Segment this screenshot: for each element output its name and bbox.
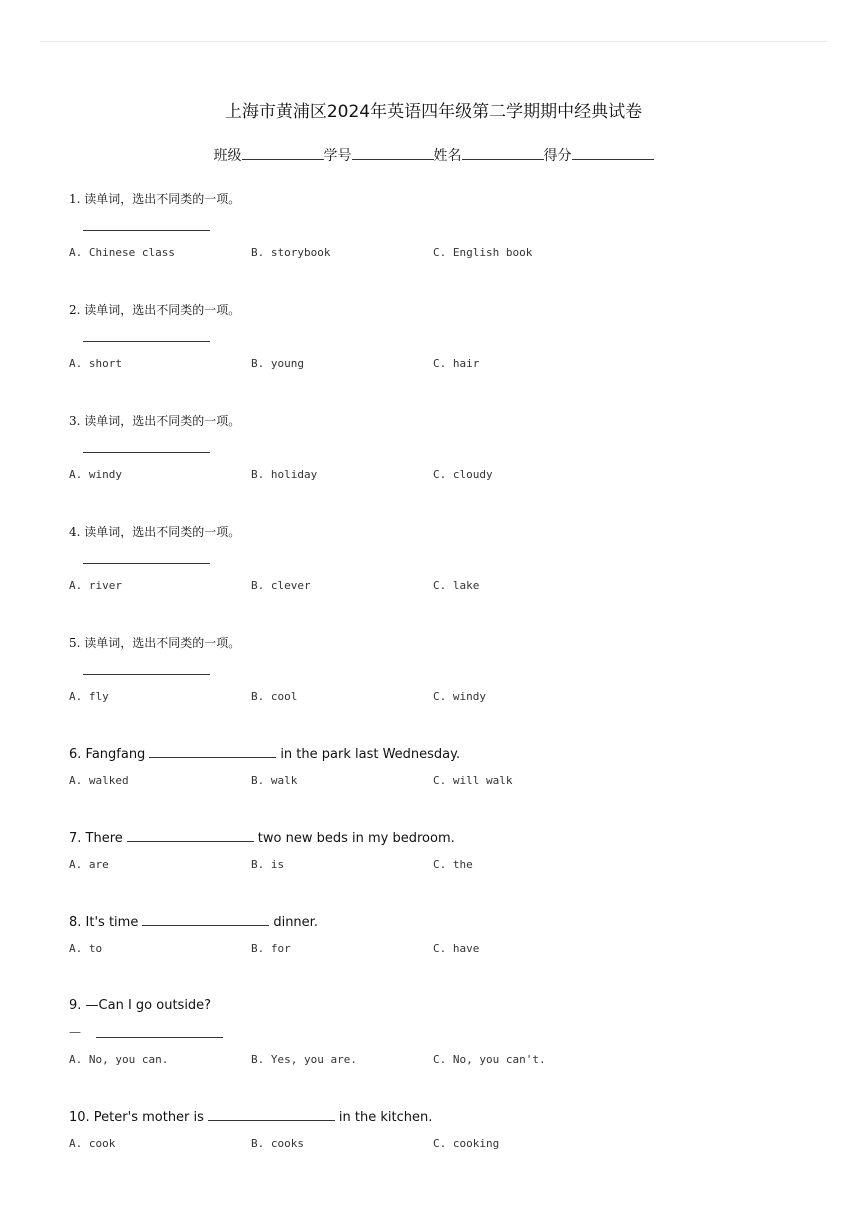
options [69, 246, 769, 262]
option-c[interactable]: C. will walk [433, 774, 513, 787]
option-a[interactable]: A. river [69, 579, 122, 592]
fill-blank[interactable] [149, 745, 276, 758]
stem-after: dinner. [273, 915, 318, 930]
answer-blank[interactable] [96, 1037, 223, 1038]
name-field[interactable] [462, 146, 544, 160]
page-title: 上海市黄浦区2024年英语四年级第二学期期中经典试卷 [224, 102, 643, 122]
question-stem [69, 829, 829, 848]
stem-before: 10. Peter's mother is [69, 1110, 204, 1125]
top-divider [40, 41, 827, 42]
option-b[interactable]: B. walk [251, 774, 298, 787]
options [69, 357, 769, 373]
option-c[interactable]: C. English book [433, 246, 533, 259]
option-a[interactable]: A. cook [69, 1137, 116, 1150]
option-b[interactable]: B. Yes, you are. [251, 1053, 357, 1066]
answer-blank[interactable] [83, 674, 210, 675]
option-c[interactable]: C. windy [433, 690, 486, 703]
option-b[interactable]: B. storybook [251, 246, 331, 259]
option-b[interactable]: B. young [251, 357, 304, 370]
stem-before: 8. It's time [69, 915, 139, 930]
question-stem [69, 745, 829, 764]
stem-after: two new beds in my bedroom. [257, 831, 455, 846]
question-10 [69, 1108, 829, 1150]
question-stem [69, 1108, 829, 1127]
option-c[interactable]: C. have [433, 942, 480, 955]
option-b[interactable]: B. cool [251, 690, 298, 703]
question-stem: 4. 读单词，选出不同类的一项。 [69, 525, 241, 539]
fill-blank[interactable] [127, 829, 254, 842]
options [69, 468, 769, 484]
option-a[interactable]: A. fly [69, 690, 109, 703]
option-a[interactable]: A. No, you can. [69, 1053, 169, 1066]
class-label: 班级 [213, 148, 242, 164]
number-field[interactable] [352, 146, 434, 160]
option-b[interactable]: B. for [251, 942, 291, 955]
question-stem: 3. 读单词，选出不同类的一项。 [69, 414, 241, 428]
option-a[interactable]: A. Chinese class [69, 246, 175, 259]
class-field[interactable] [242, 146, 324, 160]
question-stem: 9. —Can I go outside? [69, 998, 212, 1013]
question-stem [69, 913, 829, 932]
score-label: 得分 [543, 148, 572, 164]
option-a[interactable]: A. are [69, 858, 109, 871]
options [69, 858, 769, 874]
option-c[interactable]: C. the [433, 858, 473, 871]
option-a[interactable]: A. windy [69, 468, 122, 481]
question-8 [69, 913, 829, 955]
question-3 [69, 412, 829, 481]
question-2 [69, 301, 829, 370]
stem-before: 6. Fangfang [69, 747, 146, 762]
stem-before: 7. There [69, 831, 123, 846]
option-b[interactable]: B. cooks [251, 1137, 304, 1150]
stem-after: in the park last Wednesday. [280, 747, 461, 762]
number-label: 学号 [323, 148, 352, 164]
option-c[interactable]: C. No, you can't. [433, 1053, 546, 1066]
name-label: 姓名 [433, 148, 462, 164]
options [69, 579, 769, 595]
option-c[interactable]: C. hair [433, 357, 480, 370]
options [69, 1053, 769, 1069]
question-9 [69, 997, 829, 1066]
question-stem: 1. 读单词，选出不同类的一项。 [69, 192, 241, 206]
question-6 [69, 745, 829, 787]
question-5 [69, 634, 829, 703]
option-c[interactable]: C. lake [433, 579, 480, 592]
fill-blank[interactable] [208, 1108, 335, 1121]
stem-after: in the kitchen. [338, 1110, 433, 1125]
answer-blank[interactable] [83, 341, 210, 342]
student-info-line [0, 145, 867, 165]
answer-blank[interactable] [83, 230, 210, 231]
reply-dash: — [69, 1025, 81, 1039]
option-c[interactable]: C. cloudy [433, 468, 493, 481]
option-a[interactable]: A. walked [69, 774, 129, 787]
options [69, 942, 769, 958]
options [69, 774, 769, 790]
options [69, 1137, 769, 1153]
answer-blank[interactable] [83, 563, 210, 564]
question-stem: 5. 读单词，选出不同类的一项。 [69, 636, 241, 650]
option-b[interactable]: B. clever [251, 579, 311, 592]
fill-blank[interactable] [142, 913, 269, 926]
option-a[interactable]: A. short [69, 357, 122, 370]
question-4 [69, 523, 829, 592]
question-1 [69, 190, 829, 259]
options [69, 690, 769, 706]
question-stem: 2. 读单词，选出不同类的一项。 [69, 303, 241, 317]
option-a[interactable]: A. to [69, 942, 103, 955]
score-field[interactable] [572, 146, 654, 160]
option-c[interactable]: C. cooking [433, 1137, 500, 1150]
option-b[interactable]: B. holiday [251, 468, 318, 481]
option-b[interactable]: B. is [251, 858, 285, 871]
question-7 [69, 829, 829, 871]
answer-blank[interactable] [83, 452, 210, 453]
